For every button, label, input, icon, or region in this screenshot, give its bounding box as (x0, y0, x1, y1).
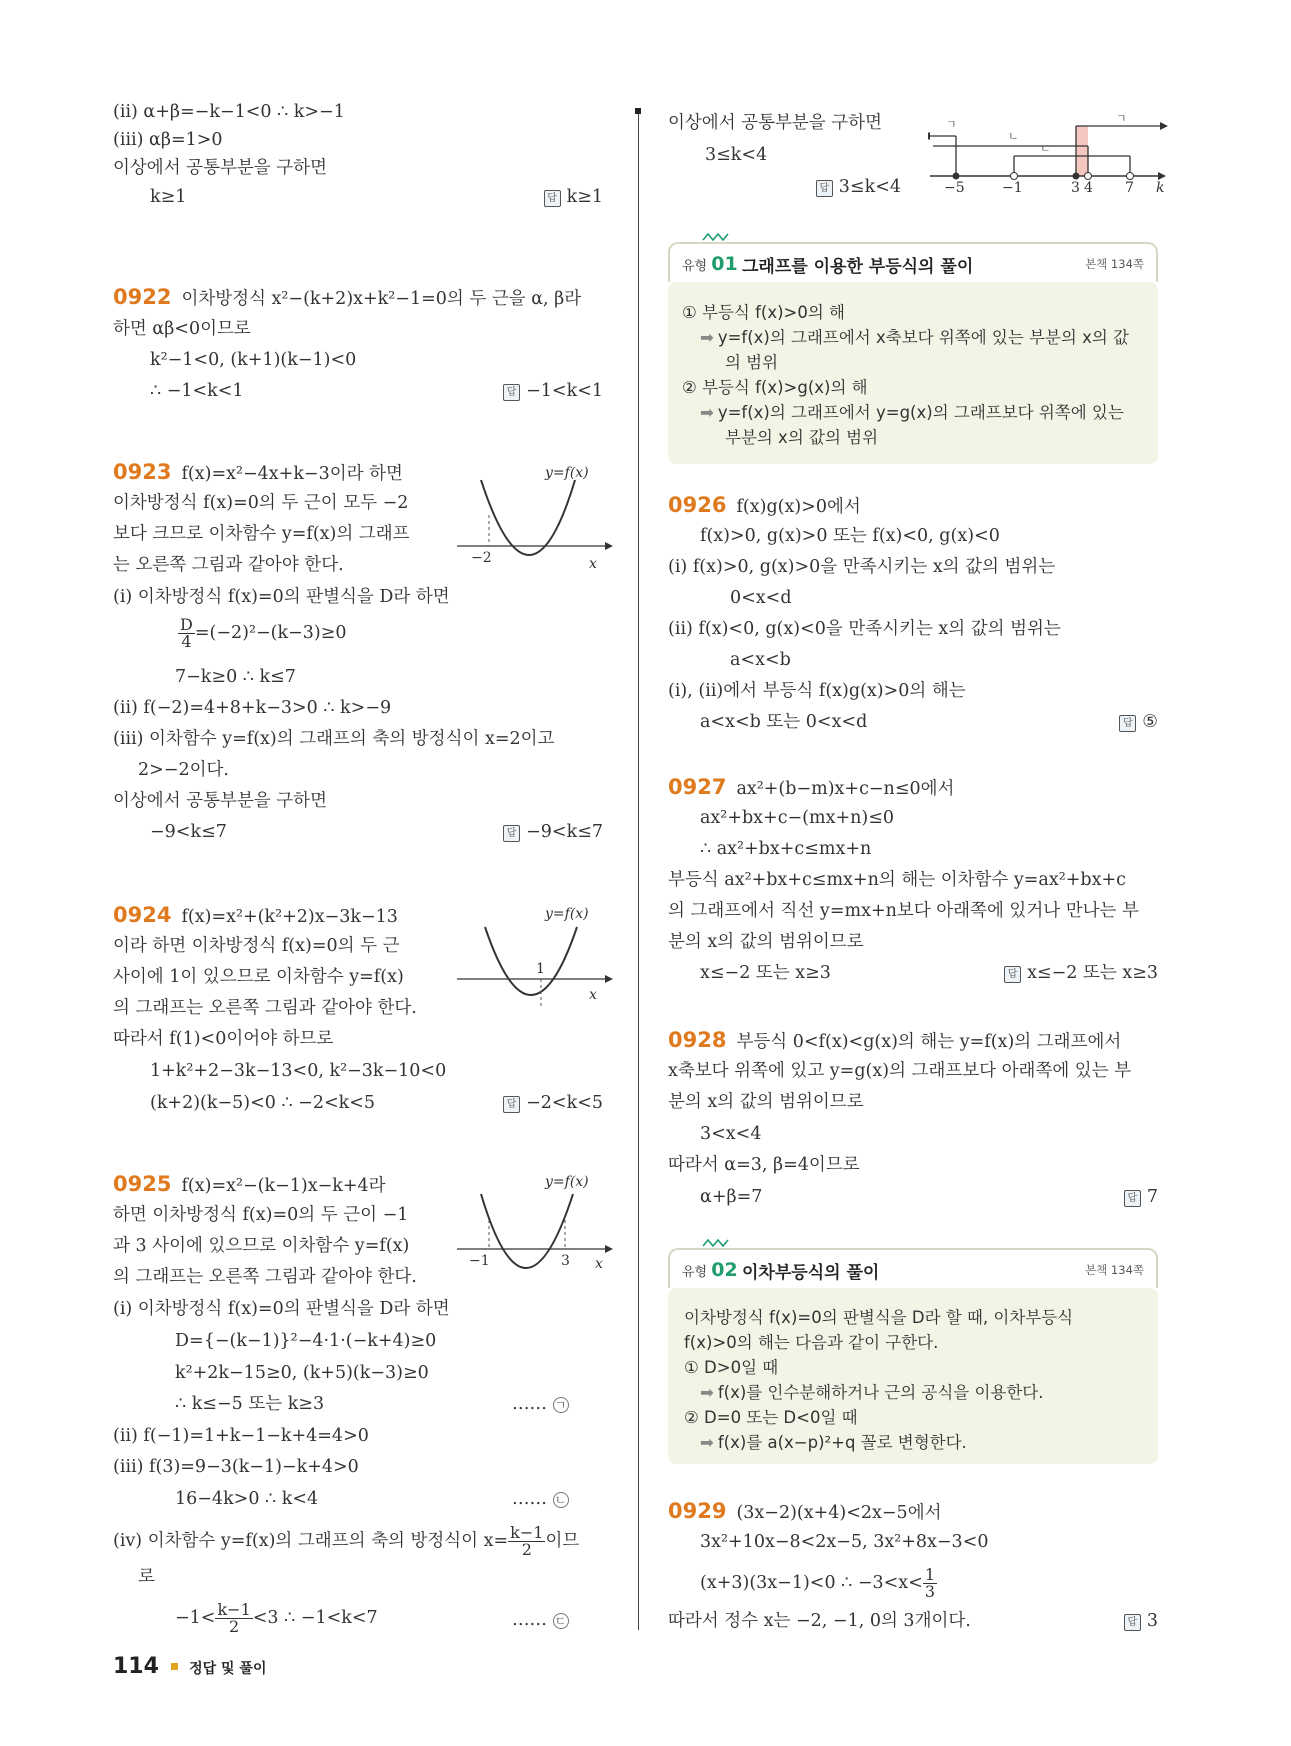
problem-0922: 0922 이차방정식 x²−(k+2)x+k²−1=0의 두 근을 α, β라 (113, 285, 582, 309)
answer-icon: 답 (503, 1096, 520, 1113)
graph-label: y=f(x) (545, 465, 589, 481)
box-line: 이차방정식 f(x)=0의 판별식을 D라 할 때, 이차부등식 (684, 1308, 1074, 1327)
text-line: x축보다 위쪽에 있고 y=g(x)의 그래프보다 아래쪽에 있는 부 (668, 1061, 1132, 1081)
answer: 답 −1<k<1 (503, 380, 603, 402)
square-bullet-icon (171, 1663, 178, 1670)
text-line: (ⅰ), (ⅱ)에서 부등식 f(x)g(x)>0의 해는 (668, 681, 966, 701)
problem-0926: 0926 f(x)g(x)>0에서 (668, 493, 861, 517)
problem-number: 0923 (113, 460, 172, 484)
text-line: 0<x<d (730, 588, 792, 608)
page-number: 114 (113, 1654, 159, 1679)
box-line: ② D=0 또는 D<0일 때 (684, 1408, 858, 1427)
text-line: 이상에서 공통부분을 구하면 (668, 113, 882, 133)
answer: 답 7 (1124, 1186, 1158, 1208)
fraction: $\frac{1}{3}$ (924, 1565, 936, 1601)
answer-icon: 답 (1119, 715, 1136, 732)
fraction: $\frac{k-1}{2}$ (510, 1523, 544, 1559)
text-line: (ⅰ) 이차방정식 f(x)=0의 판별식을 D라 하면 (113, 1299, 450, 1319)
problem-0924: 0924 f(x)=x²+(k²+2)x−3k−13 (113, 903, 398, 927)
problem-number: 0924 (113, 903, 172, 927)
formula-line: −1< $\frac{k-1}{2}$ <3 ∴ −1<k<7 (175, 1600, 378, 1636)
type-header-01: 유형 01 그래프를 이용한 부등식의 풀이 본책 134쪽 (668, 242, 1158, 282)
answer-icon: 답 (503, 825, 520, 842)
answer: 답 ⑤ (1119, 711, 1158, 733)
fraction: $\frac{D}{4}$ (180, 615, 193, 651)
footer-title: 정답 및 풀이 (189, 1661, 267, 1677)
parabola-graph-0923 (455, 460, 615, 580)
box-line: ➡ f(x)를 a(x−p)²+q 꼴로 변형한다. (700, 1433, 967, 1452)
graph-label: x (589, 987, 597, 1003)
box-line: ① 부등식 f(x)>0의 해 (682, 303, 845, 322)
text-line: 분의 x의 값의 범위이므로 (668, 1092, 864, 1112)
text-line: ∴ −1<k<1 (150, 381, 244, 401)
formula-line: (x+3)(3x−1)<0 ∴ −3<x< $\frac{1}{3}$ (700, 1565, 936, 1601)
text-line: (ⅱ) f(x)<0, g(x)<0을 만족시키는 x의 값의 범위는 (668, 619, 1061, 639)
answer-icon: 답 (1004, 966, 1021, 983)
wavy-ornament (702, 1238, 732, 1248)
problem-number: 0928 (668, 1028, 727, 1052)
region-label: ㄱ (1116, 112, 1127, 125)
formula-line: (ⅳ) 이차함수 y=f(x)의 그래프의 축의 방정식이 x= $\frac{k-1}{2}$ 이므 (113, 1523, 580, 1559)
graph-label: −2 (471, 550, 492, 566)
box-line: ➡ f(x)를 인수분해하거나 근의 공식을 이용한다. (700, 1383, 1044, 1402)
text-line: k≥1 (150, 187, 187, 207)
tick-label: −1 (1002, 180, 1023, 194)
text-line: (ⅲ) f(3)=9−3(k−1)−k+4>0 (113, 1457, 359, 1477)
text-line: 의 그래프는 오른쪽 그림과 같아야 한다. (113, 1267, 417, 1287)
graph-label: x (595, 1256, 603, 1272)
text-line: 이상에서 공통부분을 구하면 (113, 791, 327, 811)
type-title: 그래프를 이용한 부등식의 풀이 (742, 257, 974, 277)
page-footer (113, 1654, 266, 1679)
answer: 답 x≤−2 또는 x≥3 (1004, 962, 1158, 984)
answer-icon: 답 (544, 190, 561, 207)
tick-label: 3 (1071, 180, 1080, 194)
formula-line: $\frac{D}{4}$ =(−2)²−(k−3)≥0 (180, 615, 347, 651)
answer: 답 −9<k≤7 (503, 821, 603, 843)
text-line: 3<x<4 (700, 1124, 762, 1144)
problem-number: 0922 (113, 285, 172, 309)
common-region-shade (1076, 126, 1088, 176)
problem-0929: 0929 (3x−2)(x+4)<2x−5에서 (668, 1499, 942, 1523)
text-line: (ⅰ) f(x)>0, g(x)>0을 만족시키는 x의 값의 범위는 (668, 557, 1056, 577)
text-line: a<x<b (730, 650, 791, 670)
tick-label: −5 (944, 180, 965, 194)
problem-number: 0926 (668, 493, 727, 517)
text-line: (ⅰ) 이차방정식 f(x)=0의 판별식을 D라 하면 (113, 587, 450, 607)
box-line: ➡ y=f(x)의 그래프에서 x축보다 위쪽에 있는 부분의 x의 값 (700, 328, 1129, 347)
text-line: 따라서 정수 x는 −2, −1, 0의 3개이다. (668, 1611, 971, 1631)
text-line: ax²+bx+c−(mx+n)≤0 (700, 808, 895, 828)
graph-label: x (589, 556, 597, 572)
text-line: 이차방정식 f(x)=0의 두 근이 모두 −2 (113, 493, 409, 513)
type-title: 이차부등식의 풀이 (742, 1263, 880, 1283)
text-line: k²+2k−15≥0, (k+5)(k−3)≥0 (175, 1363, 429, 1383)
tick-label: 7 (1125, 180, 1134, 194)
arrow-right-icon: ➡ (700, 328, 714, 347)
wavy-ornament (702, 232, 732, 242)
parabola-graph-0925 (455, 1172, 615, 1292)
text-line: (ⅲ) αβ=1>0 (113, 130, 223, 150)
problem-number: 0925 (113, 1172, 172, 1196)
type-header-02: 유형 02 이차부등식의 풀이 본책 134쪽 (668, 1248, 1158, 1288)
text-line: 로 (138, 1567, 155, 1587)
problem-0927: 0927 ax²+(b−m)x+c−n≤0에서 (668, 775, 955, 799)
box-line: 의 범위 (725, 353, 779, 372)
box-line: 부분의 x의 값의 범위 (725, 428, 879, 447)
page-reference: 본책 134쪽 (1085, 257, 1144, 271)
problem-0925: 0925 f(x)=x²−(k−1)x−k+4라 (113, 1172, 386, 1196)
text-line: 보다 크므로 이차함수 y=f(x)의 그래프 (113, 524, 410, 544)
graph-label: y=f(x) (545, 906, 589, 922)
problem-number: 0927 (668, 775, 727, 799)
divider-cap (635, 108, 641, 114)
text-line: 과 3 사이에 있으므로 이차함수 y=f(x) (113, 1236, 410, 1256)
text-line: (k+2)(k−5)<0 ∴ −2<k<5 (150, 1093, 376, 1113)
box-line: f(x)>0의 해는 다음과 같이 구한다. (684, 1333, 939, 1352)
text-line: 하면 이차방정식 f(x)=0의 두 근이 −1 (113, 1205, 409, 1225)
text-line: (ⅲ) 이차함수 y=f(x)의 그래프의 축의 방정식이 x=2이고 (113, 729, 555, 749)
box-line: ➡ y=f(x)의 그래프에서 y=g(x)의 그래프보다 위쪽에 있는 (700, 403, 1124, 422)
arrow-right-icon: ➡ (700, 1433, 714, 1452)
answer: 답 k≥1 (544, 186, 603, 208)
page-reference: 본책 134쪽 (1085, 1263, 1144, 1277)
marker: …… ㄱ (512, 1393, 569, 1415)
text-line: 2>−2이다. (138, 760, 229, 780)
text-line: 분의 x의 값의 범위이므로 (668, 932, 864, 952)
text-line: x≤−2 또는 x≥3 (700, 963, 831, 983)
text-line: ∴ ax²+bx+c≤mx+n (700, 839, 872, 859)
answer-icon: 답 (503, 384, 520, 401)
graph-label: 3 (561, 1253, 570, 1269)
box-line: ② 부등식 f(x)>g(x)의 해 (682, 378, 868, 397)
arrow-right-icon: ➡ (700, 1383, 714, 1402)
tick-label: 4 (1084, 180, 1093, 194)
text-line: α+β=7 (700, 1187, 763, 1207)
region-label: ㄴ (1008, 130, 1019, 143)
text-line: f(x)>0, g(x)>0 또는 f(x)<0, g(x)<0 (700, 526, 1000, 546)
answer: 답 −2<k<5 (503, 1092, 603, 1114)
text-line: (ⅱ) α+β=−k−1<0 ∴ k>−1 (113, 102, 345, 122)
text-line: 1+k²+2−3k−13<0, k²−3k−10<0 (150, 1061, 447, 1081)
answer: 답 3≤k<4 (816, 176, 901, 198)
region-label: ㄱ (946, 118, 957, 131)
text-line: 하면 αβ<0이므로 (113, 319, 251, 339)
text-line: ∴ k≤−5 또는 k≥3 (175, 1394, 325, 1414)
answer: 답 3 (1124, 1610, 1158, 1632)
text-line: (ⅱ) f(−1)=1+k−1−k+4=4>0 (113, 1426, 369, 1446)
text-line: 따라서 α=3, β=4이므로 (668, 1155, 860, 1175)
text-line: D={−(k−1)}²−4·1·(−k+4)≥0 (175, 1331, 437, 1351)
text-line: 의 그래프에서 직선 y=mx+n보다 아래쪽에 있거나 만나는 부 (668, 901, 1139, 921)
number-line (928, 108, 1173, 194)
graph-label: 1 (536, 961, 545, 977)
answer-icon: 답 (1124, 1614, 1141, 1631)
problem-number: 0929 (668, 1499, 727, 1523)
graph-label: −1 (469, 1253, 490, 1269)
parabola-graph-0924 (455, 903, 615, 1023)
answer-icon: 답 (1124, 1190, 1141, 1207)
problem-0928: 0928 부등식 0<f(x)<g(x)의 해는 y=f(x)의 그래프에서 (668, 1028, 1122, 1052)
text-line: 는 오른쪽 그림과 같아야 한다. (113, 555, 344, 575)
text-line: 7−k≥0 ∴ k≤7 (175, 667, 296, 687)
text-line: 이라 하면 이차방정식 f(x)=0의 두 근 (113, 936, 400, 956)
text-line: −9<k≤7 (150, 822, 227, 842)
tick-label: k (1156, 180, 1165, 194)
text-line: 따라서 f(1)<0이어야 하므로 (113, 1029, 334, 1049)
problem-0923: 0923 f(x)=x²−4x+k−3이라 하면 (113, 460, 403, 484)
text-line: (ⅱ) f(−2)=4+8+k−3>0 ∴ k>−9 (113, 698, 392, 718)
text-line: 16−4k>0 ∴ k<4 (175, 1489, 319, 1509)
text-line: 3x²+10x−8<2x−5, 3x²+8x−3<0 (700, 1532, 989, 1552)
region-label: ㄷ (1040, 142, 1051, 155)
arrow-right-icon: ➡ (700, 403, 714, 422)
fraction: $\frac{k-1}{2}$ (217, 1600, 251, 1636)
text-line: k²−1<0, (k+1)(k−1)<0 (150, 350, 357, 370)
text-line: 부등식 ax²+bx+c≤mx+n의 해는 이차함수 y=ax²+bx+c (668, 870, 1126, 890)
column-divider (638, 110, 639, 1630)
text-line: 사이에 1이 있으므로 이차함수 y=f(x) (113, 967, 404, 987)
graph-label: y=f(x) (545, 1174, 589, 1190)
text-line: 의 그래프는 오른쪽 그림과 같아야 한다. (113, 998, 417, 1018)
text-line: 3≤k<4 (705, 145, 768, 165)
answer-icon: 답 (816, 180, 833, 197)
box-line: ① D>0일 때 (684, 1358, 779, 1377)
text-line: 이상에서 공통부분을 구하면 (113, 158, 327, 178)
marker: …… ㄷ (512, 1609, 569, 1631)
marker: …… ㄴ (512, 1488, 569, 1510)
text-line: a<x<b 또는 0<x<d (700, 712, 868, 732)
